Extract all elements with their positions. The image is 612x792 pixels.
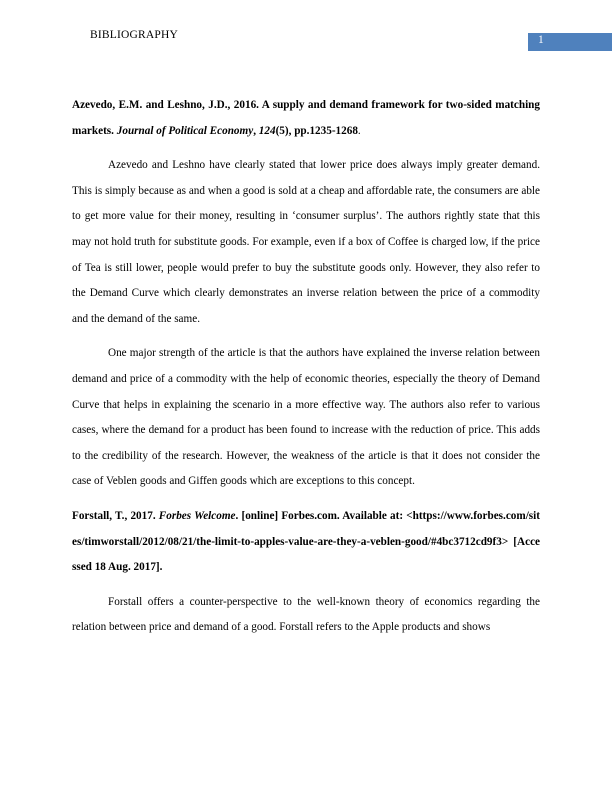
reference-volume: 124 <box>258 124 276 137</box>
paragraph: Azevedo and Leshno have clearly stated that lower price does always imply greater demand. This is simply because as and when a good is sold at a cheap and affordable rate, the consumers are able to get more value for their money, resulting in ‘consumer surplus’. The authors rightly state that this may not hold truth for substitute goods. For example, even if a box of Coffee is charged low, if the price of Tea is still lower, people would prefer to buy the substitute goods only. However, they also refer to the Demand Curve which clearly demonstrates an inverse relation between the price of a commodity and the demand of the same. <box>72 159 540 325</box>
reference-azevedo <box>72 93 540 144</box>
header-title: BIBLIOGRAPHY <box>90 29 179 41</box>
reference-forstall <box>72 504 540 581</box>
reference-source: . [online] Forbes.com. Available at: <box>235 509 407 522</box>
reference-url[interactable]: <https://www.forbes.com/sites/timworstall/2012/08/21/the-limit-to-apples-value-are-they-a-veblen-good/#4bc3712cd9f3> <box>72 509 540 548</box>
paragraph: Forstall offers a counter-perspective to the well-known theory of economics regarding the relation between price and demand of a good. Forstall refers to the Apple products and shows <box>72 595 540 634</box>
reference-authors: Forstall, T., 2017. <box>72 509 159 522</box>
reference-journal: Journal of Political Economy <box>116 124 254 137</box>
document-body <box>72 93 540 650</box>
reference-end: . <box>357 124 361 137</box>
page-number: 1 <box>538 34 544 46</box>
reference-issue-pages: (5), pp.1235-1268 <box>275 124 358 137</box>
reference-separator: , <box>253 124 259 137</box>
paragraph: One major strength of the article is that the authors have explained the inverse relation between demand and price of a commodity with the help of economic theories, especially the theory of Demand Curve that helps in explaining the scenario in a more effective way. The authors also refer to various cases, where the demand for a product has been found to increase with the reduction of price. This adds to the credibility of the research. However, the weakness of the article is that it does not consider the case of Veblen goods and Giffen goods which are exceptions to this concept. <box>72 347 540 488</box>
reference-authors-title: Azevedo, E.M. and Leshno, J.D., 2016. A supply and demand framework for two-sided matching markets. <box>72 99 540 137</box>
page-number-bar <box>528 33 612 51</box>
reference-title: Forbes Welcome <box>158 509 236 522</box>
reference-accessed: [Accessed 18 Aug. 2017]. <box>72 535 540 574</box>
